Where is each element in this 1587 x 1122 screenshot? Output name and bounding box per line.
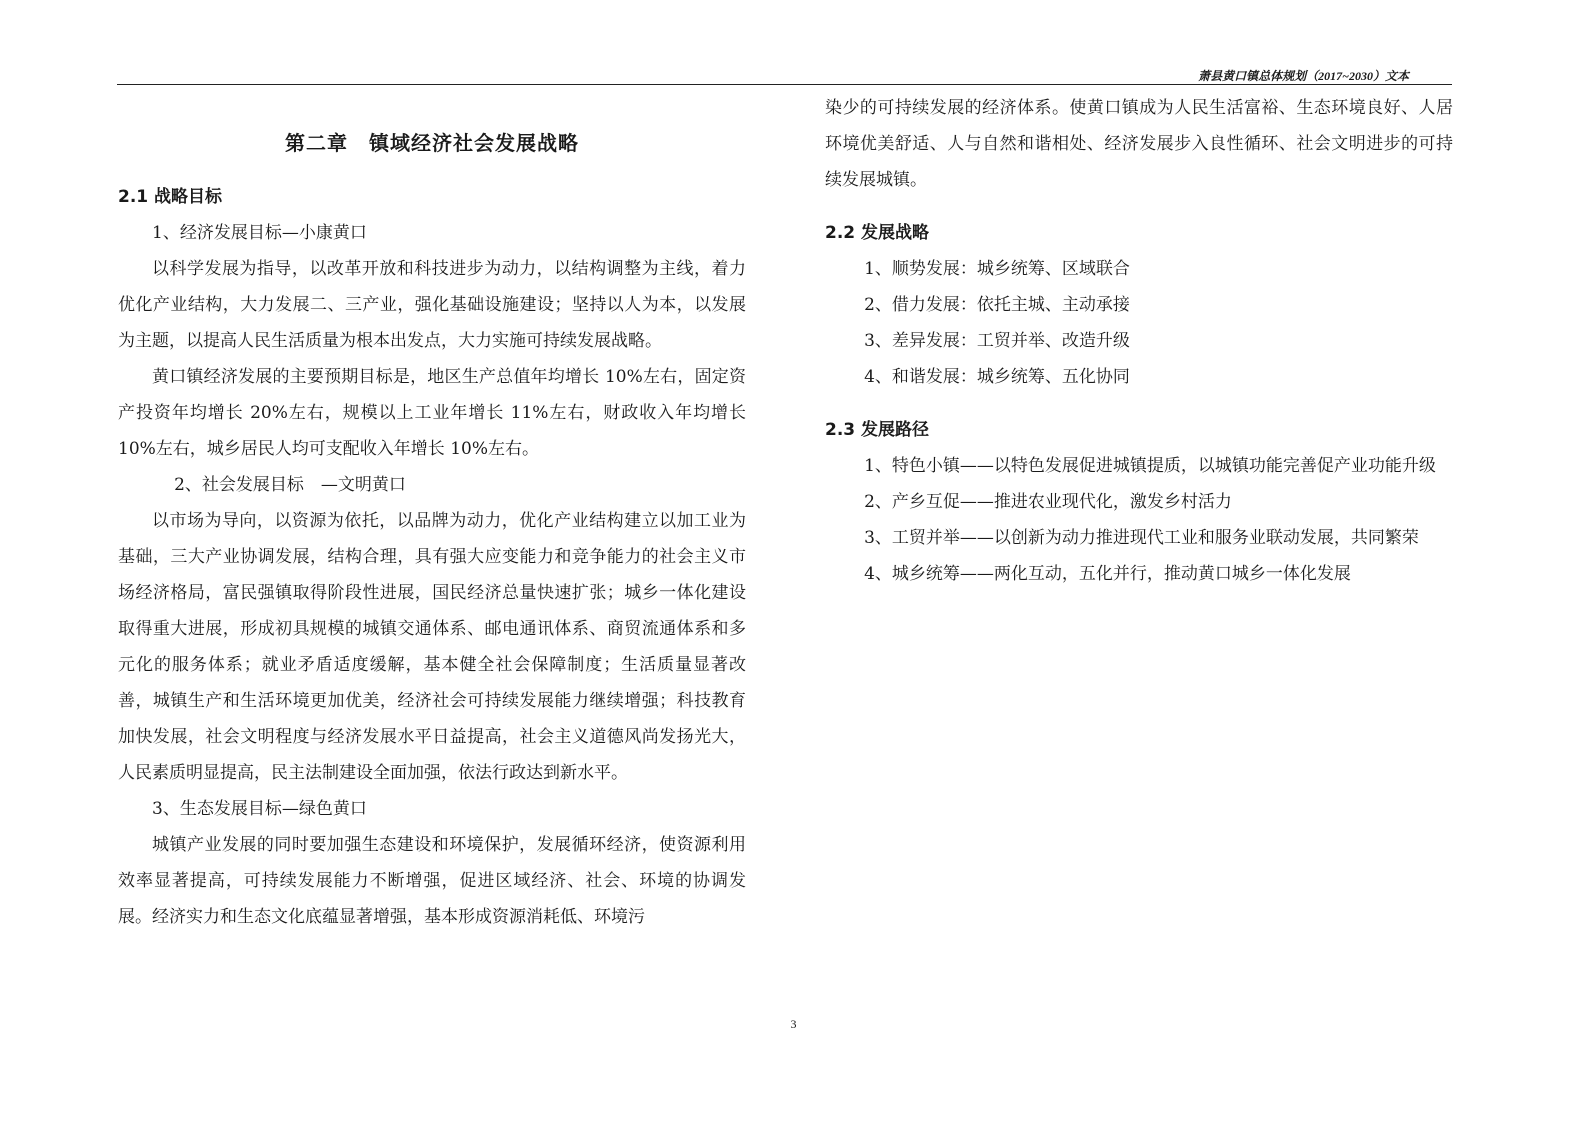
- page-number: 3: [790, 1017, 797, 1031]
- section-heading-2-2: 2.2 发展战略: [825, 223, 930, 243]
- section-heading-2-1: 2.1 战略目标: [118, 187, 223, 207]
- goal-2-paragraph-1: 以市场为导向，以资源为依托，以品牌为动力，优化产业结构建立以加工业为基础，三大产业协调发展，结构合理，具有强大应变能力和竞争能力的社会主义市场经济格局，富民强镇取得阶段性进展，国民经济总量快速扩张；城乡一体化建设取得重大进展，形成初具规模的城镇交通体系、邮电通讯体系、商贸流通体系和多元化的服务体系；就业矛盾适度缓解，基本健全社会保障制度；生活质量显著改善，城镇生产和生活环境更加优美，经济社会可持续发展能力继续增强；科技教育加快发展，社会文明程度与经济发展水平日益提高，社会主义道德风尚发扬光大，人民素质明显提高，民主法制建设全面加强，依法行政达到新水平。: [118, 511, 746, 783]
- continued-paragraph: 染少的可持续发展的经济体系。使黄口镇成为人民生活富裕、生态环境良好、人居环境优美舒适、人与自然和谐相处、经济发展步入良性循环、社会文明进步的可持续发展城镇。: [825, 98, 1453, 190]
- right-column: [825, 90, 1453, 592]
- path-item: 2、产乡互促——推进农业现代化，激发乡村活力: [864, 492, 1232, 512]
- strategy-item: 1、顺势发展：城乡统筹、区域联合: [864, 259, 1130, 279]
- goal-3-paragraph-1: 城镇产业发展的同时要加强生态建设和环境保护，发展循环经济，使资源利用效率显著提高，可持续发展能力不断增强，促进区域经济、社会、环境的协调发展。经济实力和生态文化底蕴显著增强，基本形成资源消耗低、环境污: [118, 835, 746, 927]
- goal-1-paragraph-1: 以科学发展为指导，以改革开放和科技进步为动力，以结构调整为主线，着力优化产业结构，大力发展二、三产业，强化基础设施建设；坚持以人为本，以发展为主题，以提高人民生活质量为根本出发点，大力实施可持续发展战略。: [118, 259, 746, 351]
- chapter-title: 第二章 镇域经济社会发展战略: [285, 131, 579, 155]
- strategy-item: 3、差异发展：工贸并举、改造升级: [864, 331, 1130, 351]
- goal-2-title: 2、社会发展目标 —文明黄口: [174, 475, 406, 495]
- goal-3-title: 3、生态发展目标—绿色黄口: [152, 799, 367, 819]
- strategy-item: 2、借力发展：依托主城、主动承接: [864, 295, 1130, 315]
- path-item: 3、工贸并举——以创新为动力推进现代工业和服务业联动发展，共同繁荣: [864, 528, 1419, 548]
- header-divider: [117, 84, 1452, 85]
- path-item: 4、城乡统筹——两化互动，五化并行，推动黄口城乡一体化发展: [864, 564, 1351, 584]
- goal-1-paragraph-2: 黄口镇经济发展的主要预期目标是，地区生产总值年均增长 10%左右，固定资产投资年均增长 20%左右，规模以上工业年增长 11%左右，财政收入年均增长 10%左右，城乡居民人均可支配收入年增长 10%左右。: [118, 367, 746, 459]
- running-header: 萧县黄口镇总体规划（2017~2030）文本: [1198, 69, 1409, 83]
- left-column: [118, 90, 746, 935]
- strategy-item: 4、和谐发展：城乡统筹、五化协同: [864, 367, 1130, 387]
- section-heading-2-3: 2.3 发展路径: [825, 420, 930, 440]
- goal-1-title: 1、经济发展目标—小康黄口: [152, 223, 367, 243]
- path-item: 1、特色小镇——以特色发展促进城镇提质，以城镇功能完善促产业功能升级: [864, 456, 1436, 476]
